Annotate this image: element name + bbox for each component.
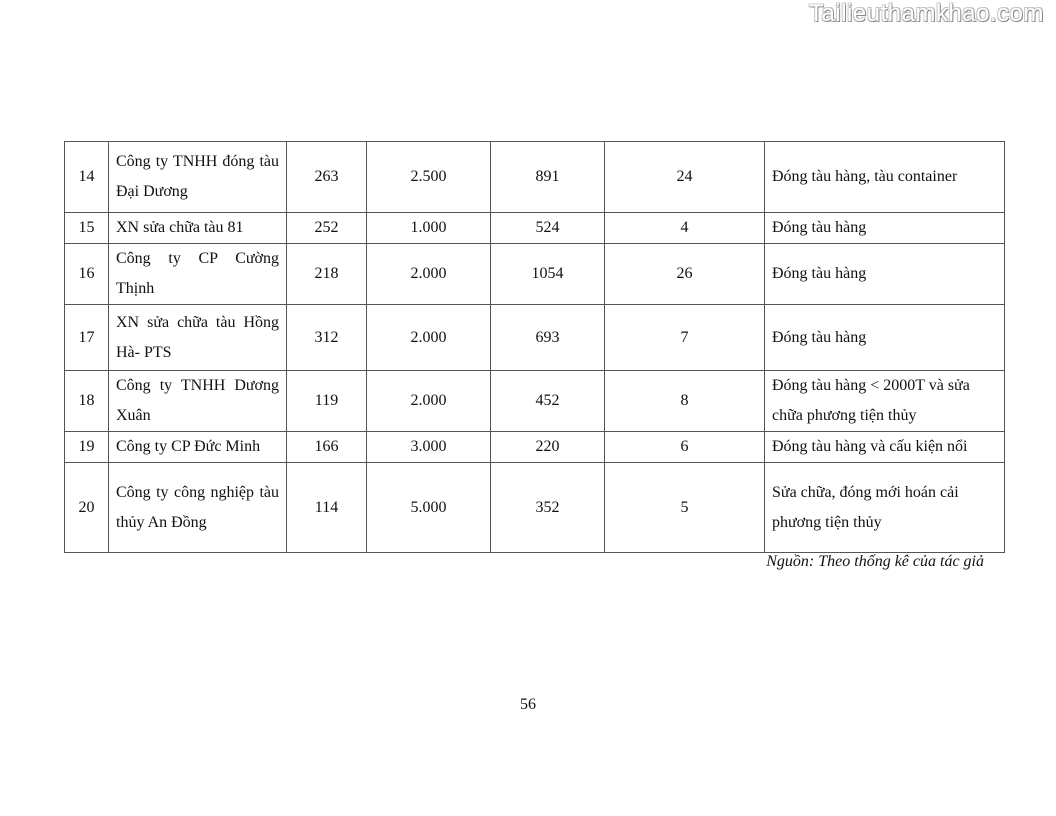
cell-c1: 119 [287, 371, 367, 432]
table-row [65, 305, 1005, 371]
cell-c3: 693 [491, 305, 605, 371]
cell-c1: 166 [287, 432, 367, 463]
cell-name: XN sửa chữa tàu 81 [109, 213, 287, 244]
cell-name: Công ty TNHH Dương Xuân [109, 371, 287, 432]
cell-c1: 218 [287, 244, 367, 305]
cell-c2: 1.000 [367, 213, 491, 244]
cell-activity: Đóng tàu hàng và cấu kiện nổi [765, 432, 1005, 463]
cell-c4: 5 [605, 463, 765, 553]
cell-c1: 252 [287, 213, 367, 244]
table-row [65, 244, 1005, 305]
cell-activity: Đóng tàu hàng [765, 244, 1005, 305]
cell-c3: 891 [491, 142, 605, 213]
cell-c1: 312 [287, 305, 367, 371]
cell-c1: 263 [287, 142, 367, 213]
table-row [65, 213, 1005, 244]
cell-c4: 4 [605, 213, 765, 244]
source-note: Nguồn: Theo thống kê của tác giả [766, 553, 984, 570]
cell-no: 16 [65, 244, 109, 305]
cell-activity: Đóng tàu hàng, tàu container [765, 142, 1005, 213]
cell-c2: 2.000 [367, 371, 491, 432]
cell-c4: 8 [605, 371, 765, 432]
table-row [65, 142, 1005, 213]
cell-activity: Đóng tàu hàng < 2000T và sửa chữa phương tiện thủy [765, 371, 1005, 432]
watermark: Tailieuthamkhao.com [809, 0, 1044, 27]
cell-c2: 2.000 [367, 305, 491, 371]
cell-name: Công ty CP Đức Minh [109, 432, 287, 463]
shipyard-table [64, 141, 1005, 553]
cell-activity: Đóng tàu hàng [765, 213, 1005, 244]
cell-no: 19 [65, 432, 109, 463]
cell-c2: 3.000 [367, 432, 491, 463]
cell-c4: 6 [605, 432, 765, 463]
cell-c4: 26 [605, 244, 765, 305]
cell-no: 18 [65, 371, 109, 432]
cell-no: 17 [65, 305, 109, 371]
cell-name: Công ty công nghiệp tàu thủy An Đồng [109, 463, 287, 553]
cell-no: 20 [65, 463, 109, 553]
cell-activity: Đóng tàu hàng [765, 305, 1005, 371]
cell-name: Công ty CP Cường Thịnh [109, 244, 287, 305]
cell-no: 14 [65, 142, 109, 213]
cell-name: Công ty TNHH đóng tàu Đại Dương [109, 142, 287, 213]
cell-c2: 5.000 [367, 463, 491, 553]
cell-c4: 24 [605, 142, 765, 213]
cell-c3: 220 [491, 432, 605, 463]
cell-c3: 1054 [491, 244, 605, 305]
cell-c3: 452 [491, 371, 605, 432]
cell-c2: 2.500 [367, 142, 491, 213]
cell-name: XN sửa chữa tàu Hồng Hà- PTS [109, 305, 287, 371]
table-row [65, 432, 1005, 463]
cell-no: 15 [65, 213, 109, 244]
cell-c3: 524 [491, 213, 605, 244]
cell-c1: 114 [287, 463, 367, 553]
page-number: 56 [520, 696, 536, 713]
table-row [65, 371, 1005, 432]
cell-c2: 2.000 [367, 244, 491, 305]
cell-c4: 7 [605, 305, 765, 371]
table-row [65, 463, 1005, 553]
cell-activity: Sửa chữa, đóng mới hoán cải phương tiện thủy [765, 463, 1005, 553]
cell-c3: 352 [491, 463, 605, 553]
